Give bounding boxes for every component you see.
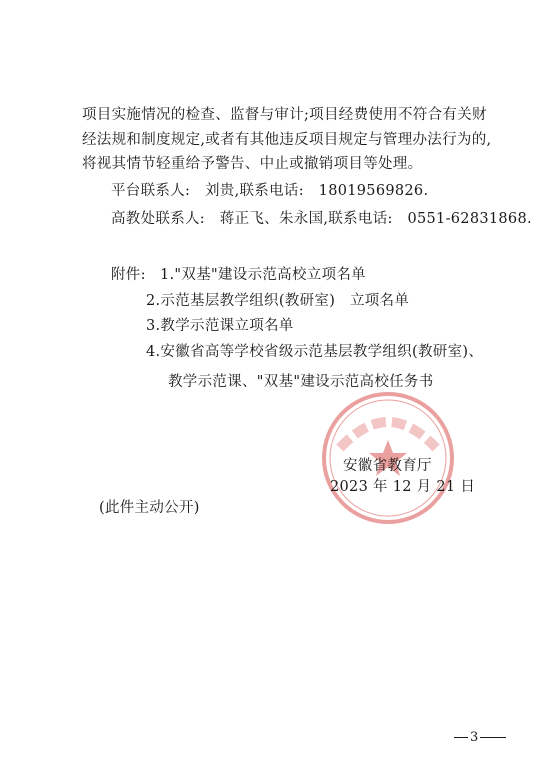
page-number [454, 730, 506, 745]
attachment-item-1: 1."双基"建设示范高校立项名单 [160, 267, 366, 283]
issuer-name: 安徽省教育厅 [343, 458, 432, 474]
attachment-item-2: 2.示范基层教学组织(教研室) 立项名单 [146, 293, 410, 309]
paragraph-line-3: 将视其情节轻重给予警告、中止或撤销项目等处理。 [82, 156, 423, 172]
page-number-dash-left [454, 737, 468, 738]
page-number-value: 3 [470, 730, 479, 745]
page-number-dash-right [480, 737, 506, 738]
platform-contact: 平台联系人: 刘贵,联系电话: 18019569826. [111, 183, 429, 199]
office-contact: 高教处联系人: 蒋正飞、朱永国,联系电话: 0551-62831868. [111, 211, 532, 227]
paragraph-line-1: 项目实施情况的检查、监督与审计;项目经费使用不符合有关财 [82, 107, 487, 123]
attachment-item-4: 4.安徽省高等学校省级示范基层教学组织(教研室)、 [146, 344, 484, 360]
issue-date: 2023 年 12 月 21 日 [330, 479, 476, 495]
attachment-item-3: 3.教学示范课立项名单 [146, 318, 294, 334]
paragraph-line-2: 经法规和制度规定,或者有其他违反项目规定与管理办法行为的, [82, 132, 492, 148]
disclosure-note: (此件主动公开) [99, 500, 200, 516]
attachment-item-4-continued: 教学示范课、"双基"建设示范高校任务书 [168, 374, 434, 390]
attachments-label: 附件: [111, 267, 146, 283]
